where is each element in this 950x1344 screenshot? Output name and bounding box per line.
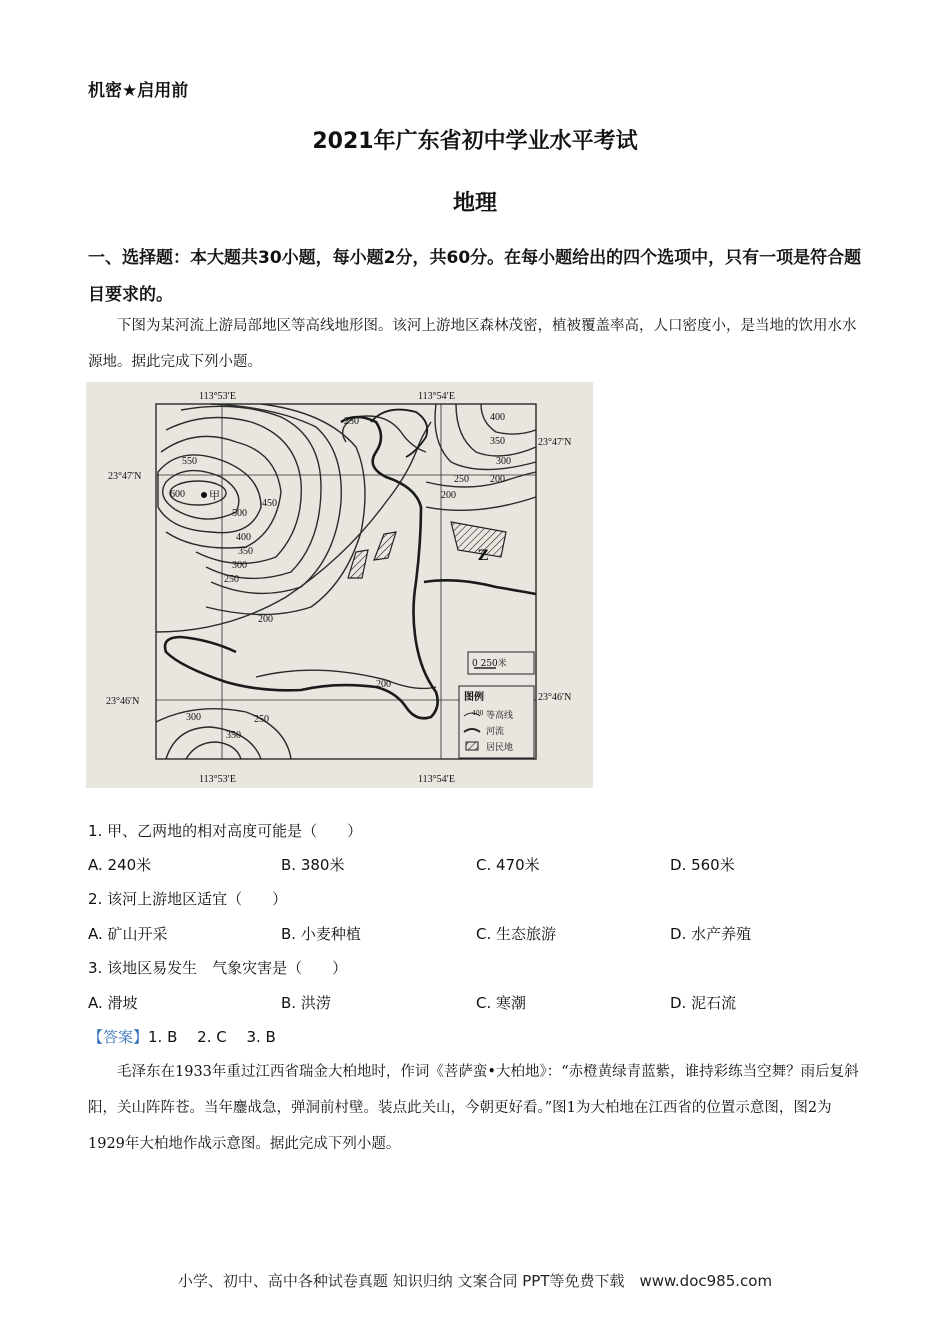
lon-label-left-bottom: 113°53′E (199, 774, 236, 785)
contour-label: 300 (496, 456, 511, 467)
contour-label: 250 (344, 416, 359, 427)
lat-label-bottom-right: 23°46′N (538, 692, 572, 703)
lat-label-bottom: 23°46′N (106, 696, 140, 707)
footer-ad[interactable]: 小学、初中、高中各种试卷真题 知识归纳 文案合同 PPT等免费下载 www.doc985.com (177, 1272, 773, 1290)
answer-line (88, 1026, 276, 1047)
question-3: 3. 该地区易发生 气象灾害是（ ） (88, 959, 348, 977)
scale-bar (468, 652, 534, 674)
contour-map (86, 382, 593, 788)
contour-label: 200 (490, 474, 505, 485)
contour-label: 350 (226, 730, 241, 741)
question-1: 1. 甲、乙两地的相对高度可能是（ ） (88, 822, 363, 840)
question-intro-2: 毛泽东在1933年重过江西省瑞金大柏地时，作词《菩萨蛮•大柏地》：“赤橙黄绿青蓝紫，谁持彩练当空舞？雨后复斜阳，关山阵阵苍。当年鏖战急，弹洞前村壁。装点此关山，今朝更好看。”图1为大柏地在江西省的位置示意图，图2为1929年大柏地作战示意图。据此完成下列小题。 (88, 1064, 859, 1152)
contour-label: 500 (232, 508, 247, 519)
contour-label: 350 (238, 546, 253, 557)
q3-option-d[interactable]: D. 泥石流 (670, 994, 737, 1012)
legend-contour: 等高线 (486, 711, 514, 721)
legend-title: 图例 (464, 692, 484, 703)
lat-label-top: 23°47′N (108, 471, 142, 482)
contour-label: 250 (224, 574, 239, 585)
q1-option-d[interactable]: D. 560米 (670, 856, 735, 874)
lon-label-right-bottom: 113°54′E (418, 774, 455, 785)
question-intro: 下图为某河流上游局部地区等高线地形图。该河上游地区森林茂密，植被覆盖率高，人口密度小，是当地的饮用水水源地。据此完成下列小题。 (88, 318, 857, 370)
legend-settlement: 居民地 (486, 743, 514, 753)
contour-label: 450 (262, 498, 277, 509)
q1-option-a[interactable]: A. 240米 (88, 856, 152, 874)
q2-option-b[interactable]: B. 小麦种植 (281, 925, 361, 943)
lon-label-left: 113°53′E (199, 391, 236, 402)
q1-option-c[interactable]: C. 470米 (476, 856, 540, 874)
q3-option-b[interactable]: B. 洪涝 (281, 994, 331, 1012)
answer-label: 【答案】 (88, 1028, 149, 1046)
contour-label: 550 (182, 456, 197, 467)
q1-option-b[interactable]: B. 380米 (281, 856, 345, 874)
q2-option-c[interactable]: C. 生态旅游 (476, 925, 557, 943)
lon-label-right: 113°54′E (418, 391, 455, 402)
legend (459, 686, 534, 758)
answer-text: 1. B 2. C 3. B (148, 1028, 276, 1046)
scale-text: 0 250米 (472, 659, 507, 669)
contour-label: 300 (232, 560, 247, 571)
exam-title: 2021年广东省初中学业水平考试 (312, 129, 638, 154)
contour-label: 200 (376, 679, 391, 690)
legend-river: 河流 (486, 727, 505, 737)
label-jia: 甲 (209, 489, 220, 502)
contour-label: 600 (170, 489, 185, 500)
contour-label: 200 (258, 614, 273, 625)
confidential-mark: 机密★启用前 (88, 81, 189, 101)
q3-option-a[interactable]: A. 滑坡 (88, 994, 138, 1012)
q2-option-a[interactable]: A. 矿山开采 (88, 925, 168, 943)
subject-title: 地理 (452, 191, 497, 216)
contour-label: 250 (254, 714, 269, 725)
contour-label: 400 (490, 412, 505, 423)
contour-label: 400 (236, 532, 251, 543)
q3-option-c[interactable]: C. 寒潮 (476, 994, 527, 1012)
q2-option-d[interactable]: D. 水产养殖 (670, 925, 752, 943)
contour-label: 350 (490, 436, 505, 447)
lat-label-top-right: 23°47′N (538, 437, 572, 448)
contour-label: 300 (186, 712, 201, 723)
point-jia (201, 492, 207, 498)
contour-label: 200 (441, 490, 456, 501)
label-yi: Z (478, 548, 489, 564)
section-heading: 一、选择题：本大题共30小题，每小题2分，共60分。在每小题给出的四个选项中，只有一项是符合题目要求的。 (88, 248, 862, 305)
question-2: 2. 该河上游地区适宜（ ） (88, 890, 288, 908)
contour-label: 250 (454, 474, 469, 485)
legend-contour-sample: 400 (472, 710, 484, 717)
